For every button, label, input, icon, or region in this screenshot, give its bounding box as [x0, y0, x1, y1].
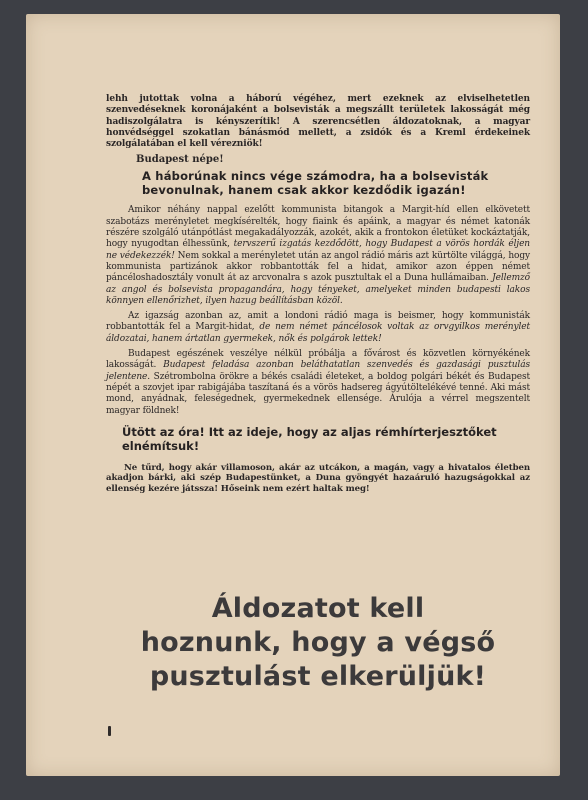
closing-paragraph: Ne tűrd, hogy akár villamoson, akár az utcákon, a magán, vagy a hivatalos életben akadjon bárki, aki szép Budapestünket, a Duna gyöngyét hazaáruló hazugságokkal az ellenség kezére játssza! Hőseink nem ezért haltak meg! [106, 462, 530, 495]
subheading: A háborúnak nincs vége számodra, ha a bolsevisták bevonulnak, hanem csak akkor kezdődik igazán! [142, 169, 489, 198]
leaflet-sheet [26, 14, 560, 776]
paragraph-margit-bridge [106, 205, 530, 307]
headline-line-3: pusztulást elkerüljük! [149, 661, 487, 692]
paragraph-budapest [106, 349, 530, 417]
greeting: Budapest népe! [136, 154, 224, 166]
headline-line-2: hoznunk, hogy a végső [140, 627, 496, 658]
paragraph-truth-text-a: Az igazság azonban az, amit a londoni rádió maga is beismer, hogy kommunisták robbantották fel a Margit-hidat, [106, 311, 530, 333]
paragraph-margit-bridge-text-d: Jellemző az angol és bolsevista propagandára, hogy tényeket, amelyeket minden budapesti lakos könnyen ellenőrizhet, ilyen hazug beállításban közöl. [106, 273, 531, 306]
paragraph-truth-text-b: de nem német páncélosok voltak az orvgyilkos merénylet áldozatai, hanem ártatlan gyermekek, nők és polgárok lettek! [106, 322, 531, 344]
call-to-action: Ütött az óra! Itt az ideje, hogy az aljas rémhírterjesztőket elnémítsuk! [122, 424, 497, 453]
headline-line-1: Áldozatot kell [211, 593, 425, 624]
paragraph-budapest-text-b: Budapest feladása azonban beláthatatlan szenvedés és gazdasági pusztulás jelentene. [106, 360, 530, 382]
headline [106, 592, 530, 694]
paragraph-truth [106, 311, 530, 345]
paragraph-budapest-text-a: Budapest egészének veszélye nélkül próbálja a fővárost és közvetlen környékének lakosságát. [106, 349, 530, 371]
paragraph-margit-bridge-text-b: tervszerű izgatás kezdődött, hogy Budapest a vörös hordák éljen ne védekezzék! [106, 239, 531, 261]
ink-mark [108, 726, 111, 736]
paragraph-margit-bridge-text-c: Nem sokkal a merényletet után az angol rádió máris azt kürtölte világgá, hogy kommunista partizánok akkor robbantották fel a hidat, amikor azon éppen német páncéloshadosztály vonult át az arcvonalra s azok pusztultak el a Duna hullámaiban. [106, 250, 530, 284]
leaflet-body [106, 94, 530, 495]
paragraph-margit-bridge-text-a: Amikor néhány nappal ezelőtt kommunista bitangok a Margit-híd ellen elkövetett szabotázs merényletet megkísérelték, hogy fiaink és apáink, a magyar és német katonák részére szolgáló utánpótlást megakadályozzák, azokét, akik a frontokon életüket kockáztatják, hogy nyugodtan élhessünk, [106, 205, 530, 250]
intro-paragraph: lehh jutottak volna a háború végéhez, mert ezeknek az elviselhetetlen szenvedéseknek koronájaként a bolsevisták a megszállt területek lakosságát még hadiszolgálatra is kényszerítik! A szerencsétlen áldozatoknak, a magyar honvédséggel szokatlan bánásmód mellett, a zsidók és a Kreml érdekeinek szolgálatában el kell vérezniök! [106, 94, 530, 150]
paragraph-budapest-text-c: Szétrombolna örökre a békés családi életeket, a boldog polgári békét és Budapest népét a szovjet ipar rabigájába taszítaná és a vörös hadsereg ágyútöltelékévé tenné. Aki mást mond, anyádnak, feleségednek, gyermekednek ellensége. Árulója a vérrel megszentelt magyar földnek! [106, 371, 531, 416]
